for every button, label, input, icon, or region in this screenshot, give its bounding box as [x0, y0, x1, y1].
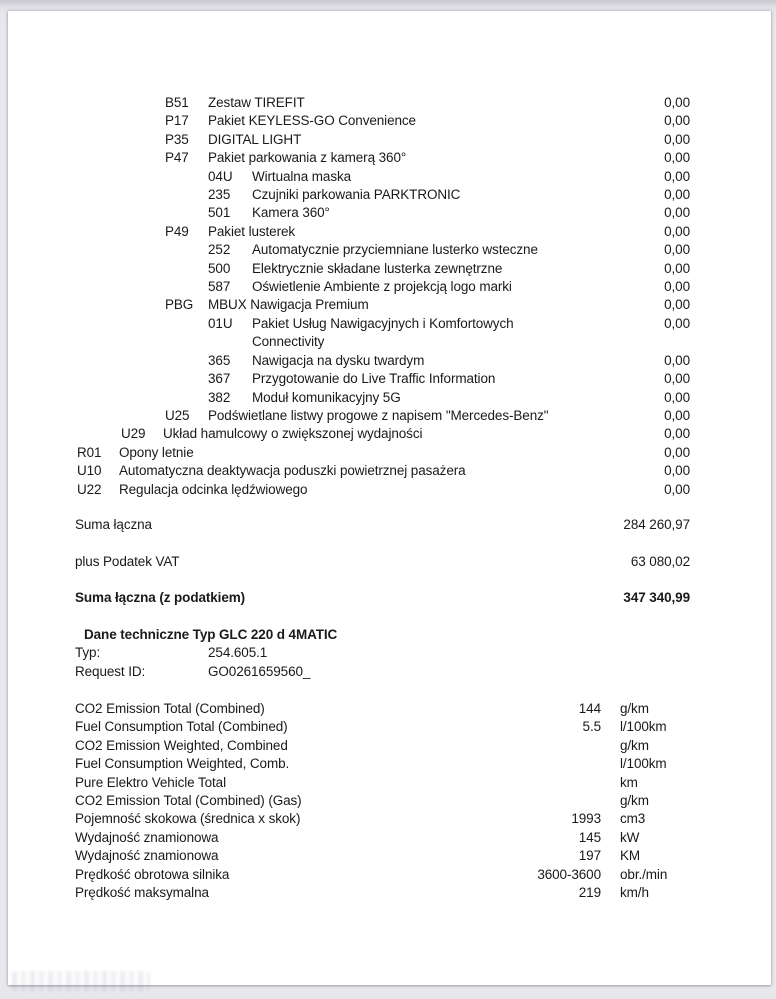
option-code: 500	[208, 260, 231, 276]
option-code: 04U	[208, 168, 233, 184]
option-label: Automatycznie przyciemniane lusterko wsteczne	[252, 242, 538, 258]
option-label: Moduł komunikacyjny 5G	[252, 389, 401, 405]
option-row	[8, 481, 771, 499]
tech-row	[8, 755, 771, 773]
option-code: P35	[165, 131, 189, 147]
option-price: 0,00	[664, 279, 690, 295]
tech-row	[8, 718, 771, 736]
option-row	[8, 204, 771, 222]
option-code: 252	[208, 242, 231, 258]
tech-row-unit: g/km	[620, 737, 649, 753]
options-list	[8, 94, 771, 499]
tech-row	[8, 737, 771, 755]
total-gross-label: Suma łączna (z podatkiem)	[75, 590, 246, 605]
total-gross-value: 347 340,99	[623, 590, 690, 605]
option-label: Układ hamulcowy o zwiększonej wydajności	[163, 426, 423, 442]
option-code: 382	[208, 389, 231, 405]
tech-data-table	[8, 700, 771, 902]
tech-row-label: Fuel Consumption Total (Combined)	[75, 719, 288, 735]
tech-row-unit: kW	[620, 829, 640, 845]
option-row	[8, 149, 771, 167]
option-price: 0,00	[664, 389, 690, 405]
tech-row-value: 5.5	[582, 719, 601, 735]
tech-row-unit: km/h	[620, 884, 649, 900]
tech-request-value: GO0261659560_	[208, 664, 311, 679]
option-price: 0,00	[664, 223, 690, 239]
tech-row-label: Wydajność znamionowa	[75, 848, 219, 864]
tech-row-value: 145	[578, 829, 601, 845]
tech-row-value: 219	[578, 884, 601, 900]
option-row	[8, 425, 771, 443]
option-row	[8, 462, 771, 480]
option-row	[8, 112, 771, 130]
tech-row-value: 3600-3600	[537, 866, 601, 882]
option-code: P47	[165, 150, 189, 166]
total-net-label: Suma łączna	[75, 517, 152, 532]
option-label: Regulacja odcinka lędźwiowego	[119, 481, 308, 497]
option-label: Pakiet parkowania z kamerą 360°	[208, 150, 407, 166]
tech-row	[8, 810, 771, 828]
option-label-line2: Connectivity	[252, 334, 325, 350]
option-code: 367	[208, 371, 231, 387]
option-label: Czujniki parkowania PARKTRONIC	[252, 187, 461, 203]
option-price: 0,00	[664, 371, 690, 387]
tech-row-unit: cm3	[620, 811, 646, 827]
tech-row	[8, 866, 771, 884]
option-label: Nawigacja na dysku twardym	[252, 352, 425, 368]
tech-data-title: Dane techniczne Typ GLC 220 d 4MATIC	[84, 627, 338, 642]
tech-row-unit: g/km	[620, 792, 649, 808]
tech-row-unit: l/100km	[620, 756, 667, 772]
tech-row-value: 144	[578, 701, 601, 716]
tech-row-unit: l/100km	[620, 719, 667, 735]
option-row	[8, 389, 771, 407]
tech-row-value: 197	[578, 848, 601, 864]
option-row	[8, 315, 771, 352]
option-label: DIGITAL LIGHT	[208, 131, 302, 147]
tech-row-label: CO2 Emission Total (Combined)	[75, 701, 265, 716]
option-row	[8, 131, 771, 149]
option-code: 365	[208, 352, 231, 368]
option-row	[8, 186, 771, 204]
option-price: 0,00	[664, 168, 690, 184]
tech-row	[8, 847, 771, 865]
option-code: PBG	[165, 297, 194, 313]
option-label: Oświetlenie Ambiente z projekcją logo marki	[252, 279, 512, 295]
option-row	[8, 296, 771, 314]
tech-row-unit: obr./min	[620, 866, 668, 882]
option-label: Przygotowanie do Live Traffic Information	[252, 371, 496, 387]
option-price: 0,00	[664, 205, 690, 221]
option-price: 0,00	[664, 315, 690, 331]
option-label: Podświetlane listwy progowe z napisem "Mercedes-Benz"	[208, 407, 549, 423]
option-row	[8, 223, 771, 241]
tech-row	[8, 700, 771, 718]
option-code: U25	[165, 407, 190, 423]
total-vat-label: plus Podatek VAT	[75, 554, 180, 569]
option-label: Automatyczna deaktywacja poduszki powietrznej pasażera	[119, 463, 466, 479]
option-price: 0,00	[664, 426, 690, 442]
tech-row-value: 1993	[571, 811, 601, 827]
option-row	[8, 407, 771, 425]
option-code: P17	[165, 113, 189, 129]
total-vat-value: 63 080,02	[630, 554, 690, 569]
option-price: 0,00	[664, 242, 690, 258]
option-price: 0,00	[664, 131, 690, 147]
option-row	[8, 260, 771, 278]
option-price: 0,00	[664, 260, 690, 276]
tech-row	[8, 884, 771, 902]
option-price: 0,00	[664, 187, 690, 203]
tech-row-label: Fuel Consumption Weighted, Comb.	[75, 756, 290, 772]
tech-row-label: CO2 Emission Weighted, Combined	[75, 737, 288, 753]
option-label	[8, 315, 771, 352]
tech-row	[8, 829, 771, 847]
tech-type-label: Typ:	[75, 645, 101, 660]
option-label: Elektrycznie składane lusterka zewnętrzne	[252, 260, 503, 276]
tech-row-unit: KM	[620, 848, 641, 864]
option-code: 235	[208, 187, 231, 203]
tech-row-label: Prędkość obrotowa silnika	[75, 866, 230, 882]
watermark	[12, 971, 150, 991]
tech-row-unit: g/km	[620, 701, 649, 716]
total-net-value: 284 260,97	[623, 517, 690, 532]
option-price: 0,00	[664, 463, 690, 479]
option-label: Pakiet KEYLESS-GO Convenience	[208, 113, 416, 129]
option-row	[8, 168, 771, 186]
option-row	[8, 370, 771, 388]
tech-request-label: Request ID:	[75, 664, 146, 679]
tech-row-label: Prędkość maksymalna	[75, 884, 209, 900]
option-code: R01	[77, 444, 102, 460]
option-price: 0,00	[664, 481, 690, 497]
tech-row-label: CO2 Emission Total (Combined) (Gas)	[75, 792, 302, 808]
option-price: 0,00	[664, 150, 690, 166]
tech-row	[8, 792, 771, 810]
document-page	[8, 11, 771, 985]
tech-row-unit: km	[620, 774, 638, 790]
option-row	[8, 241, 771, 259]
tech-row-label: Pure Elektro Vehicle Total	[75, 774, 226, 790]
option-price: 0,00	[664, 444, 690, 460]
tech-type-value: 254.605.1	[208, 645, 268, 660]
option-row	[8, 278, 771, 296]
option-code: U22	[77, 481, 102, 497]
tech-row	[8, 774, 771, 792]
option-price: 0,00	[664, 352, 690, 368]
option-label-line1: Pakiet Usług Nawigacyjnych i Komfortowych	[252, 315, 514, 331]
option-label: Pakiet lusterek	[208, 223, 296, 239]
option-price: 0,00	[664, 297, 690, 313]
option-label: Zestaw TIREFIT	[208, 95, 305, 110]
option-code: P49	[165, 223, 189, 239]
option-code: B51	[165, 95, 189, 110]
option-code: 587	[208, 279, 231, 295]
option-code: U10	[77, 463, 102, 479]
tech-row-label: Wydajność znamionowa	[75, 829, 219, 845]
option-row	[8, 94, 771, 112]
option-code: 01U	[208, 315, 233, 331]
option-price: 0,00	[664, 95, 690, 110]
option-price: 0,00	[664, 113, 690, 129]
option-label: Kamera 360°	[252, 205, 330, 221]
option-code: 501	[208, 205, 231, 221]
option-price: 0,00	[664, 407, 690, 423]
option-label: MBUX Nawigacja Premium	[208, 297, 369, 313]
option-label: Wirtualna maska	[252, 168, 352, 184]
option-row	[8, 352, 771, 370]
option-label: Opony letnie	[119, 444, 194, 460]
tech-row-label: Pojemność skokowa (średnica x skok)	[75, 811, 301, 827]
option-code: U29	[121, 426, 146, 442]
option-row	[8, 444, 771, 462]
